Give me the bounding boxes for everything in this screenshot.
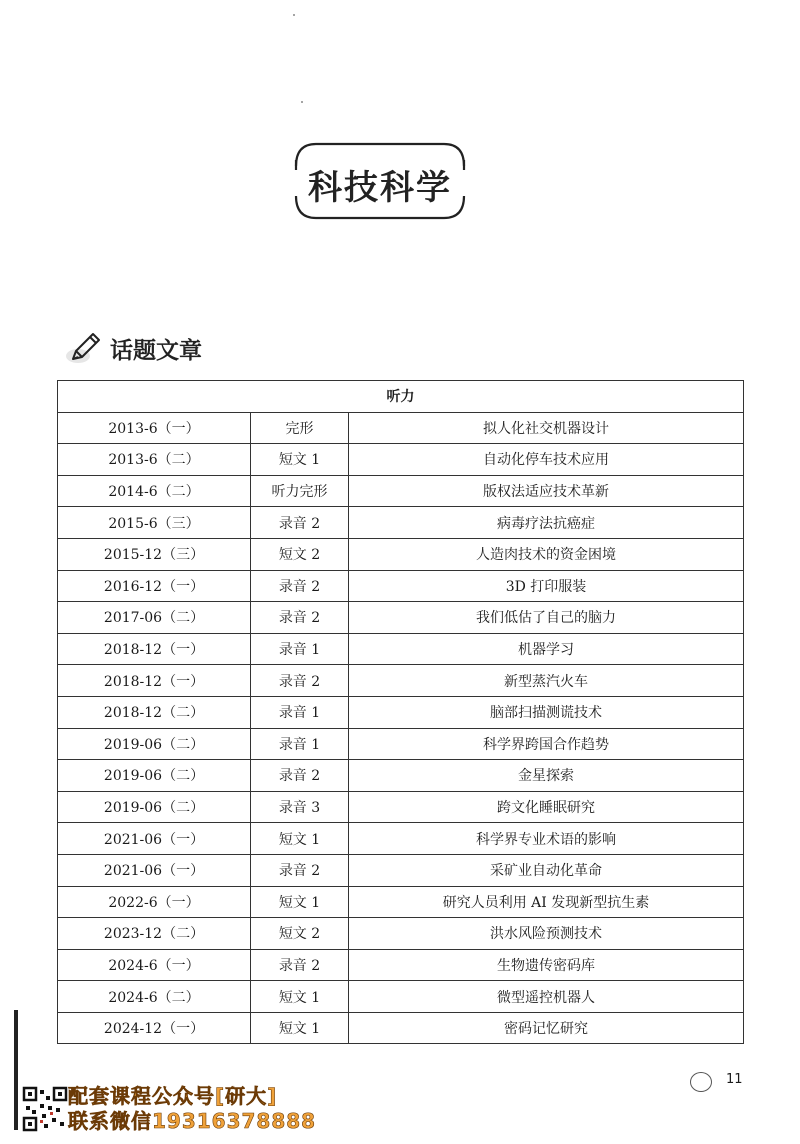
scan-dot	[301, 101, 303, 103]
topic-title-cell: 微型遥控机器人	[349, 981, 744, 1013]
section-type-cell: 完形	[251, 412, 349, 444]
page-number: 11	[726, 1072, 743, 1087]
topic-title-cell: 病毒疗法抗癌症	[349, 507, 744, 539]
qr-code-icon	[22, 1086, 68, 1132]
section-type-cell: 短文 1	[251, 444, 349, 476]
exam-date-cell: 2024-6（二）	[58, 981, 251, 1013]
table-header-row	[58, 381, 744, 413]
section-type-cell: 短文 1	[251, 886, 349, 918]
scan-dot	[293, 14, 295, 16]
section-type-cell: 录音 2	[251, 665, 349, 697]
section-type-cell: 短文 1	[251, 981, 349, 1013]
table-row	[58, 696, 744, 728]
topic-title-cell: 洪水风险预测技术	[349, 918, 744, 950]
chapter-title-frame	[292, 140, 468, 222]
section-heading-label: 话题文章	[110, 337, 202, 364]
exam-date-cell: 2023-12（二）	[58, 918, 251, 950]
section-type-cell: 录音 1	[251, 633, 349, 665]
topic-title-cell: 跨文化睡眠研究	[349, 791, 744, 823]
section-heading	[64, 328, 202, 368]
topic-title-cell: 科学界专业术语的影响	[349, 823, 744, 855]
exam-date-cell: 2019-06（二）	[58, 760, 251, 792]
exam-date-cell: 2021-06（一）	[58, 854, 251, 886]
exam-date-cell: 2018-12（一）	[58, 665, 251, 697]
section-type-cell: 录音 2	[251, 760, 349, 792]
table-row	[58, 412, 744, 444]
exam-date-cell: 2024-12（一）	[58, 1012, 251, 1044]
topic-title-cell: 生物遗传密码库	[349, 949, 744, 981]
exam-date-cell: 2014-6（二）	[58, 475, 251, 507]
topic-title-cell: 版权法适应技术革新	[349, 475, 744, 507]
section-type-cell: 录音 1	[251, 728, 349, 760]
table-row	[58, 633, 744, 665]
exam-date-cell: 2022-6（一）	[58, 886, 251, 918]
chapter-title: 科技科学	[308, 168, 452, 208]
table-row	[58, 760, 744, 792]
table-row	[58, 728, 744, 760]
pencil-icon	[64, 330, 102, 366]
topic-title-cell: 我们低估了自己的脑力	[349, 602, 744, 634]
table-row	[58, 570, 744, 602]
section-type-cell: 录音 3	[251, 791, 349, 823]
topic-title-cell: 机器学习	[349, 633, 744, 665]
exam-date-cell: 2018-12（二）	[58, 696, 251, 728]
section-type-cell: 短文 2	[251, 538, 349, 570]
table-row	[58, 602, 744, 634]
section-type-cell: 录音 2	[251, 570, 349, 602]
table-row	[58, 854, 744, 886]
topic-title-cell: 采矿业自动化革命	[349, 854, 744, 886]
exam-date-cell: 2015-12（三）	[58, 538, 251, 570]
exam-date-cell: 2016-12（一）	[58, 570, 251, 602]
section-type-cell: 听力完形	[251, 475, 349, 507]
exam-date-cell: 2019-06（二）	[58, 791, 251, 823]
table-row	[58, 949, 744, 981]
exam-date-cell: 2019-06（二）	[58, 728, 251, 760]
exam-date-cell: 2021-06（一）	[58, 823, 251, 855]
table-row	[58, 823, 744, 855]
topic-title-cell: 人造肉技术的资金困境	[349, 538, 744, 570]
topic-title-cell: 拟人化社交机器设计	[349, 412, 744, 444]
topic-title-cell: 研究人员利用 AI 发现新型抗生素	[349, 886, 744, 918]
page-circle-mark	[690, 1072, 712, 1092]
section-type-cell: 短文 2	[251, 918, 349, 950]
section-type-cell: 短文 1	[251, 1012, 349, 1044]
topic-title-cell: 科学界跨国合作趋势	[349, 728, 744, 760]
topic-title-cell: 3D 打印服装	[349, 570, 744, 602]
table-row	[58, 538, 744, 570]
topic-title-cell: 脑部扫描测谎技术	[349, 696, 744, 728]
topic-table	[57, 380, 744, 1044]
exam-date-cell: 2017-06（二）	[58, 602, 251, 634]
promo-line-1: 配套课程公众号[研大]	[68, 1084, 278, 1108]
section-type-cell: 录音 2	[251, 949, 349, 981]
table-row	[58, 665, 744, 697]
table-row	[58, 981, 744, 1013]
section-type-cell: 录音 2	[251, 854, 349, 886]
table-header: 听力	[58, 381, 744, 413]
promo-text	[68, 1084, 316, 1134]
table-row	[58, 918, 744, 950]
table-row	[58, 1012, 744, 1044]
section-type-cell: 录音 1	[251, 696, 349, 728]
exam-date-cell: 2013-6（二）	[58, 444, 251, 476]
exam-date-cell: 2018-12（一）	[58, 633, 251, 665]
topic-title-cell: 金星探索	[349, 760, 744, 792]
table-row	[58, 507, 744, 539]
table-body	[58, 412, 744, 1044]
scan-edge-mark	[14, 1010, 18, 1130]
exam-date-cell: 2015-6（三）	[58, 507, 251, 539]
exam-date-cell: 2024-6（一）	[58, 949, 251, 981]
section-type-cell: 录音 2	[251, 602, 349, 634]
topic-title-cell: 新型蒸汽火车	[349, 665, 744, 697]
section-type-cell: 录音 2	[251, 507, 349, 539]
table-row	[58, 791, 744, 823]
table-row	[58, 886, 744, 918]
table-row	[58, 444, 744, 476]
exam-date-cell: 2013-6（一）	[58, 412, 251, 444]
section-type-cell: 短文 1	[251, 823, 349, 855]
promo-line-2: 联系微信19316378888	[68, 1109, 317, 1133]
topic-title-cell: 密码记忆研究	[349, 1012, 744, 1044]
table-row	[58, 475, 744, 507]
topic-title-cell: 自动化停车技术应用	[349, 444, 744, 476]
